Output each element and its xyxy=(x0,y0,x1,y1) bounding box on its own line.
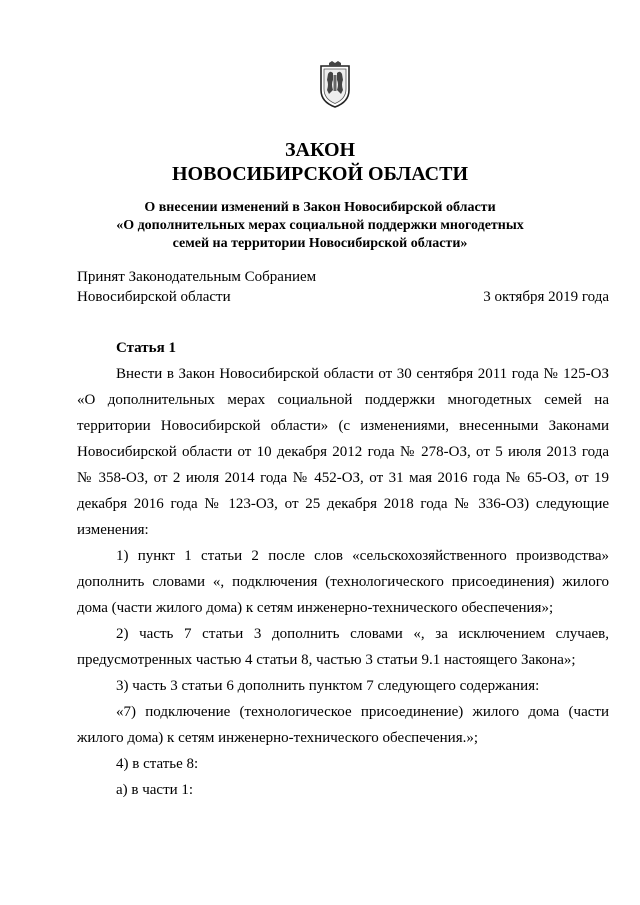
sub-item-line: а) в части 1: xyxy=(116,782,194,798)
paragraph-line: «О дополнительных мерах социальной поддержки многодетных семей на xyxy=(77,392,609,408)
item-line: 4) в статье 8: xyxy=(116,756,199,772)
adoption-date: 3 октября 2019 года xyxy=(483,289,609,305)
paragraph-line: изменения: xyxy=(77,522,149,538)
quote-line: «7) подключение (технологическое присоединение) жилого дома (части xyxy=(116,704,609,720)
coat-of-arms-icon xyxy=(315,60,355,110)
law-title: ЗАКОН xyxy=(284,139,356,161)
adoption-line: Новосибирской области xyxy=(77,289,231,305)
adoption-line: Принят Законодательным Собранием xyxy=(77,269,317,285)
subtitle-line: О внесении изменений в Закон Новосибирской области xyxy=(144,200,496,215)
item-line: 1) пункт 1 статьи 2 после слов «сельскохозяйственного производства» xyxy=(116,548,609,564)
quote-line: жилого дома) к сетям инженерно-технического обеспечения.»; xyxy=(77,730,479,746)
paragraph-line: декабря 2016 года № 123-ОЗ, от 25 декабря 2018 года № 336-ОЗ) следующие xyxy=(77,496,609,512)
paragraph-line: № 358-ОЗ, от 2 июля 2014 года № 452-ОЗ, от 31 мая 2016 года № 65-ОЗ, от 19 xyxy=(77,470,609,486)
item-line: 3) часть 3 статьи 6 дополнить пунктом 7 следующего содержания: xyxy=(116,678,540,694)
article-heading: Статья 1 xyxy=(116,340,176,356)
paragraph-line: Новосибирской области от 10 декабря 2012 года № 278-ОЗ, от 5 июля 2013 года xyxy=(77,444,609,460)
item-line: дополнить словами «, подключения (технологического присоединения) жилого xyxy=(77,574,609,590)
subtitle-line: «О дополнительных мерах социальной поддержки многодетных xyxy=(116,218,524,233)
item-line: 2) часть 7 статьи 3 дополнить словами «, за исключением случаев, xyxy=(116,626,609,642)
item-line: дома (части жилого дома) к сетям инженерно-технического обеспечения»; xyxy=(77,600,554,616)
paragraph-line: Внести в Закон Новосибирской области от 30 сентября 2011 года № 125-ОЗ xyxy=(116,366,609,382)
paragraph-line: территории Новосибирской области» (с изменениями, внесенными Законами xyxy=(77,418,609,434)
item-line: предусмотренных частью 4 статьи 8, частью 3 статьи 9.1 настоящего Закона»; xyxy=(77,652,576,668)
subtitle-line: семей на территории Новосибирской области» xyxy=(172,236,468,251)
region-title: НОВОСИБИРСКОЙ ОБЛАСТИ xyxy=(171,163,469,185)
